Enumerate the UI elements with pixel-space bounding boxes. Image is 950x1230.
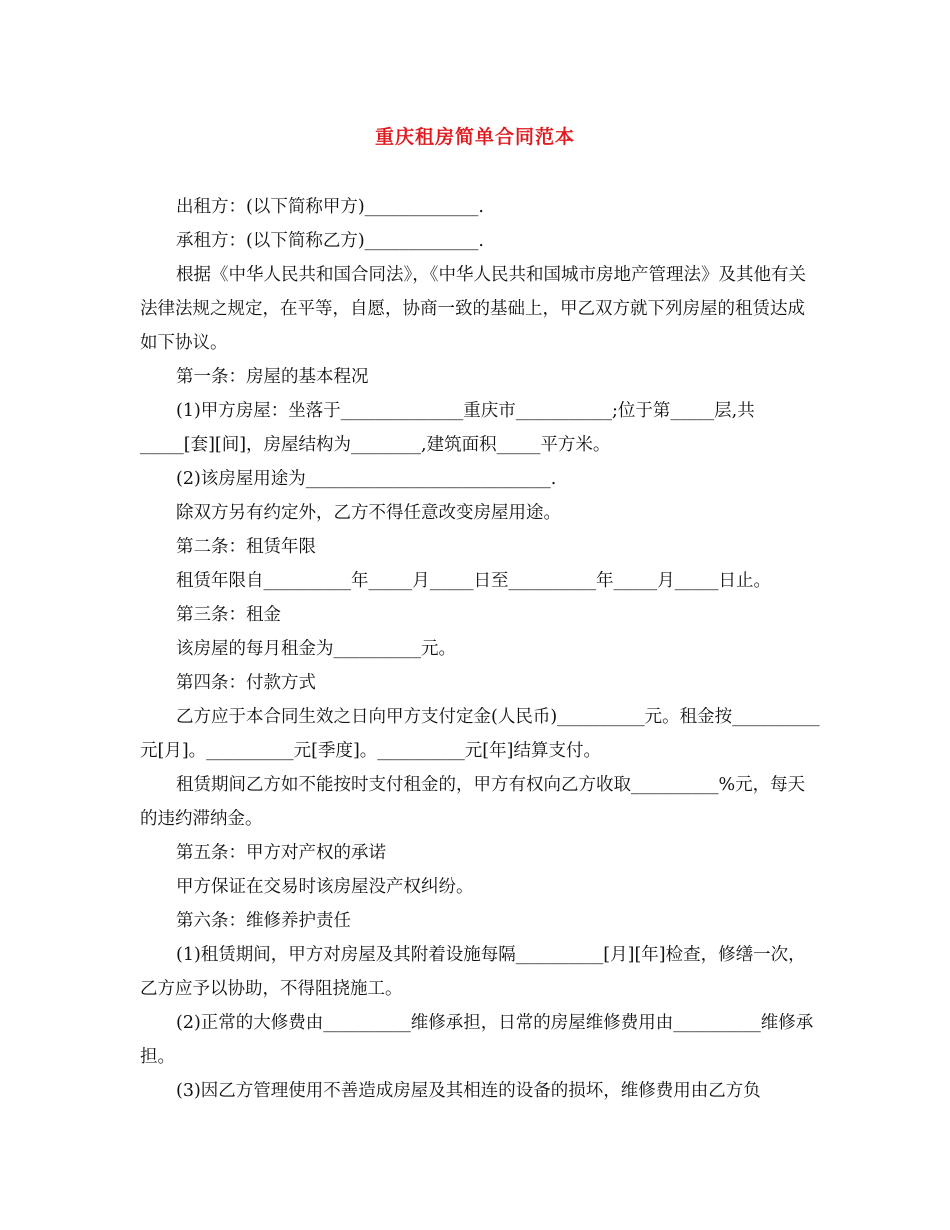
article-3-heading: 第三条：租金	[176, 605, 281, 625]
article-6-item-3: (3)因乙方管理使用不善造成房屋及其相连的设备的损坏，维修费用由乙方负	[176, 1081, 761, 1101]
article-1-item-1: (1)甲方房屋：坐落于______________重庆市___________;位于第_____层,共_____[套][间]，房屋结构为________,建筑面积_____平方米。	[140, 401, 755, 455]
article-5-text: 甲方保证在交易时该房屋没产权纠纷。	[176, 877, 474, 897]
paragraph-legal-basis: 根据《中华人民共和国合同法》，《中华人民共和国城市房地产管理法》及其他有关法律法规之规定，在平等，自愿，协商一致的基础上，甲乙双方就下列房屋的租赁达成如下协议。	[140, 265, 806, 353]
article-2-heading: 第二条：租赁年限	[176, 537, 316, 557]
document-body	[140, 190, 820, 1108]
article-1-heading: 第一条：房屋的基本程况	[176, 367, 369, 387]
article-3-text: 该房屋的每月租金为__________元。	[176, 639, 456, 659]
article-6-heading: 第六条：维修养护责任	[176, 911, 351, 931]
article-4-text-1: 乙方应于本合同生效之日向甲方支付定金(人民币)__________元。租金按__________元[月]。__________元[季度]。__________元[年]结算支付。	[140, 707, 820, 761]
article-4-heading: 第四条：付款方式	[176, 673, 316, 693]
paragraph-lessor: 出租方：(以下简称甲方)_____________.	[176, 197, 484, 217]
paragraph-lessee: 承租方：(以下简称乙方)_____________.	[176, 231, 484, 251]
article-6-item-2: (2)正常的大修费由__________维修承担，日常的房屋维修费用由__________维修承担。	[140, 1013, 814, 1067]
document-title: 重庆租房简单合同范本	[374, 126, 575, 148]
article-6-item-1: (1)租赁期间，甲方对房屋及其附着设施每隔__________[月][年]检查，修缮一次，乙方应予以协助，不得阻挠施工。	[140, 945, 806, 999]
article-2-text: 租赁年限自__________年_____月_____日至__________年_____月_____日止。	[176, 571, 771, 591]
article-1-note: 除双方另有约定外，乙方不得任意改变房屋用途。	[176, 503, 561, 523]
article-5-heading: 第五条：甲方对产权的承诺	[176, 843, 386, 863]
article-1-item-2: (2)该房屋用途为____________________________.	[176, 469, 557, 489]
article-4-text-2: 租赁期间乙方如不能按时支付租金的，甲方有权向乙方收取__________%元，每天的违约滞纳金。	[140, 775, 806, 829]
